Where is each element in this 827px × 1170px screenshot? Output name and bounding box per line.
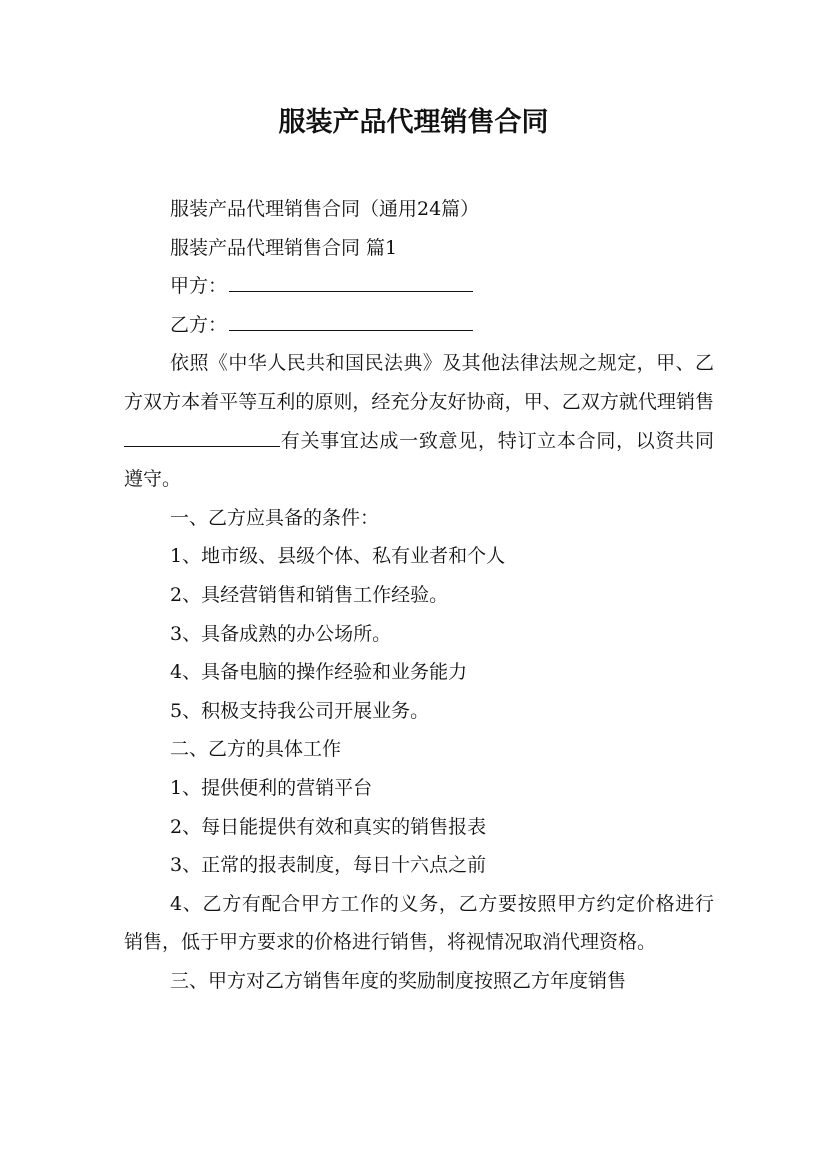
- section-2-item-3: 3、正常的报表制度，每日十六点之前: [170, 854, 487, 877]
- party-a-blank: [229, 273, 473, 292]
- section-1-heading: 一、乙方应具备的条件：: [170, 506, 380, 529]
- section-1-item-4: 4、具备电脑的操作经验和业务能力: [170, 661, 468, 684]
- section-2-heading: 二、乙方的具体工作: [170, 738, 342, 761]
- product-blank: [124, 428, 280, 447]
- paragraph-intro: [124, 344, 714, 498]
- party-a-line: [124, 267, 714, 306]
- intro-text-part1: 依照《中华人民共和国民法典》及其他法律法规之规定，甲、乙方双方本着平等互利的原则，经充分友好协商，甲、乙双方就代理销售: [124, 352, 714, 413]
- section-1-item-3: 3、具备成熟的办公场所。: [170, 622, 392, 645]
- section-1-item-2: 2、具经营销售和销售工作经验。: [170, 583, 449, 606]
- paragraph-subtitle: 服装产品代理销售合同（通用24篇）: [170, 198, 480, 220]
- section-2-item-2: 2、每日能提供有效和真实的销售报表: [170, 815, 487, 838]
- section-1-item-1: 1、地市级、县级个体、私有业者和个人: [170, 545, 506, 568]
- section-2-item-4: 4、乙方有配合甲方工作的义务，乙方要按照甲方约定价格进行销售，低于甲方要求的价格进行销售，将视情况取消代理资格。: [124, 892, 714, 954]
- section-2-item-1: 1、提供便利的营销平台: [170, 776, 373, 799]
- section-1-item-5: 5、积极支持我公司开展业务。: [170, 699, 430, 722]
- section-3-heading: 三、甲方对乙方销售年度的奖励制度按照乙方年度销售: [170, 969, 627, 992]
- party-b-blank: [229, 312, 473, 331]
- party-b-label: 乙方：: [170, 313, 228, 336]
- document-title: 服装产品代理销售合同: [278, 107, 549, 138]
- party-b-line: [124, 306, 714, 345]
- document-body: [124, 190, 714, 1000]
- intro-text-part2: 有关事宜达成一致意见，特订立本合同，以资共同遵守。: [124, 429, 714, 491]
- paragraph-section-heading: 服装产品代理销售合同 篇1: [170, 236, 398, 259]
- party-a-label: 甲方：: [170, 275, 228, 298]
